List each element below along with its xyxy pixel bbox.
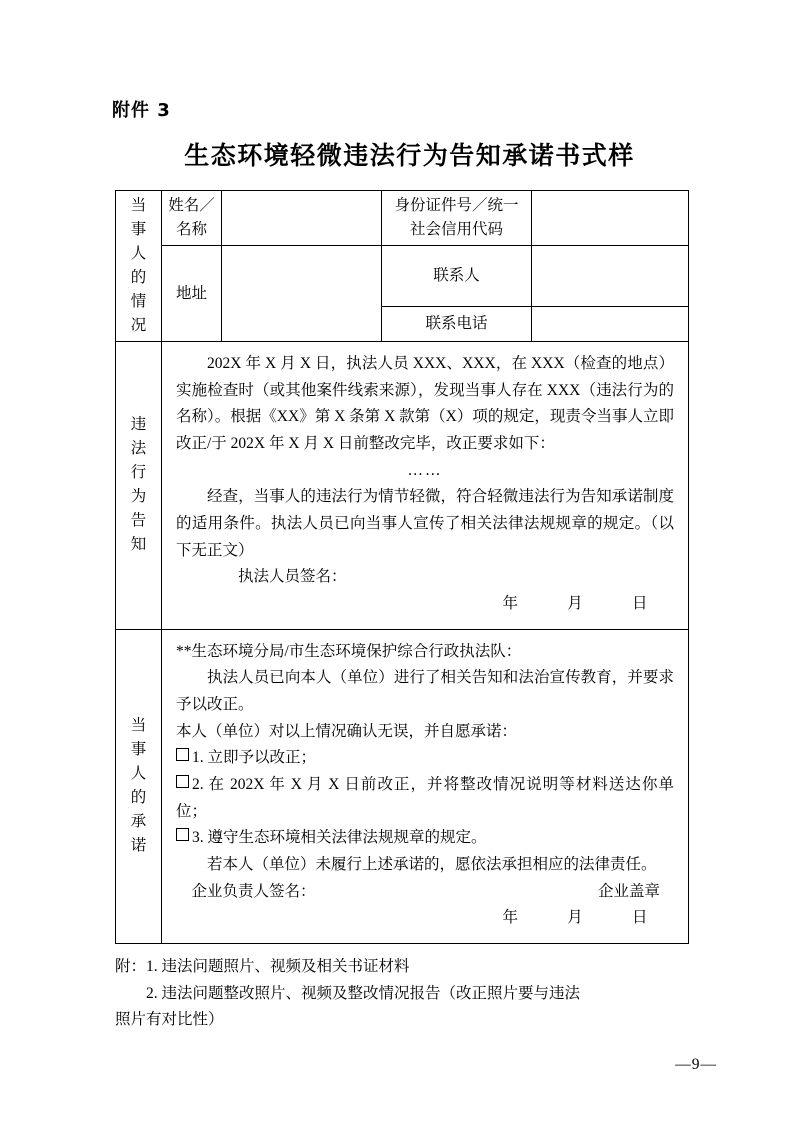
name-value-cell[interactable] (222, 191, 382, 246)
date-day-label: 日 (631, 909, 648, 927)
violation-notice-cell[interactable] (162, 342, 689, 630)
date-month-label: 月 (567, 909, 584, 927)
address-value-cell[interactable] (222, 246, 382, 342)
party-info-label: 当 事 人 的 情 况 (116, 191, 162, 342)
date-year-label: 年 (502, 595, 519, 612)
table-row (116, 191, 689, 246)
address-label: 地址 (162, 246, 222, 342)
id-label: 身份证件号／统一社会信用代码 (382, 191, 532, 246)
table-row-violation (116, 342, 689, 630)
violation-paragraph-1: 202X 年 X 月 X 日，执法人员 XXX、XXX，在 XXX（检查的地点）实施检查时（或其他案件线索来源），发现当事人存在 XXX（违法行为的名称）。根据《XX》第 X 条第 X 款第（X）项的规定，现责令当事人立即改正/于 202X 年 X 月 X 日前整改完毕，改正要求如下： (176, 355, 674, 453)
id-value-cell[interactable] (532, 191, 689, 246)
table-row-commitment (116, 629, 689, 943)
violation-paragraph-2: 经查，当事人的违法行为情节轻微，符合轻微违法行为告知承诺制度的适用条件。执法人员已向当事人宣传了相关法律法规规章的规定。（以下无正文） (176, 488, 674, 559)
page-title: 生态环境轻微违法行为告知承诺书式样 (184, 141, 635, 170)
commitment-paragraph-1: 执法人员已向本人（单位）进行了相关告知和法治宣传教育，并要求予以改正。 (176, 669, 674, 713)
officer-signature-label: 执法人员签名： (238, 568, 347, 586)
commitment-item-1-label: 1. 立即予以改正； (192, 749, 317, 767)
date-year-label: 年 (502, 909, 519, 927)
date-day-label: 日 (631, 595, 648, 612)
checkbox-item-1[interactable] (176, 748, 189, 761)
commitment-item-3-label: 3. 遵守生态环境相关法律法规规章的规定。 (192, 829, 487, 847)
commitment-label: 当 事 人 的 承 诺 (116, 629, 162, 943)
commitment-item-2-label: 2. 在 202X 年 X 月 X 日前改正，并将整改情况说明等材料送达你单位； (176, 775, 674, 820)
commitment-date-line (176, 905, 674, 932)
page-number: —9— (675, 1056, 717, 1073)
commitment-signature-row (176, 879, 674, 906)
commitment-item-2[interactable] (176, 772, 674, 825)
attachment-notes (115, 954, 721, 1034)
note-line-3: 照片有对比性） (115, 1011, 224, 1029)
commitment-paragraph-3: 若本人（单位）未履行上述承诺的，愿依法承担相应的法律责任。 (207, 855, 657, 873)
note-line-2: 2. 违法问题整改照片、视频及整改情况报告（改正照片要与违法 (146, 984, 581, 1002)
checkbox-item-3[interactable] (176, 828, 189, 841)
commitment-item-1[interactable] (176, 745, 674, 772)
commitment-paragraph-2: 本人（单位）对以上情况确认无误，并自愿承诺： (176, 722, 518, 740)
commitment-cell[interactable] (162, 629, 689, 943)
note-line-1: 附：1. 违法问题照片、视频及相关书证材料 (115, 957, 410, 975)
commitment-addressee: **生态环境分局/市生态环境保护综合行政执法队： (176, 642, 522, 660)
attachment-label: 附件 3 (112, 100, 171, 121)
company-seal-label: 企业盖章 (597, 882, 660, 900)
violation-dots: …… (407, 461, 443, 479)
commitment-item-3[interactable] (176, 825, 674, 852)
date-month-label: 月 (567, 595, 584, 612)
phone-value-cell[interactable] (532, 307, 689, 342)
phone-label: 联系电话 (382, 307, 532, 342)
violation-notice-label: 违 法 行 为 告 知 (116, 342, 162, 630)
checkbox-item-2[interactable] (176, 775, 189, 788)
violation-date-line (176, 591, 674, 618)
contact-label: 联系人 (382, 246, 532, 307)
table-row (116, 246, 689, 307)
company-signature-label: 企业负责人签名： (191, 882, 316, 900)
commitment-form-table (115, 190, 689, 944)
name-label: 姓名／名称 (162, 191, 222, 246)
contact-value-cell[interactable] (532, 246, 689, 307)
